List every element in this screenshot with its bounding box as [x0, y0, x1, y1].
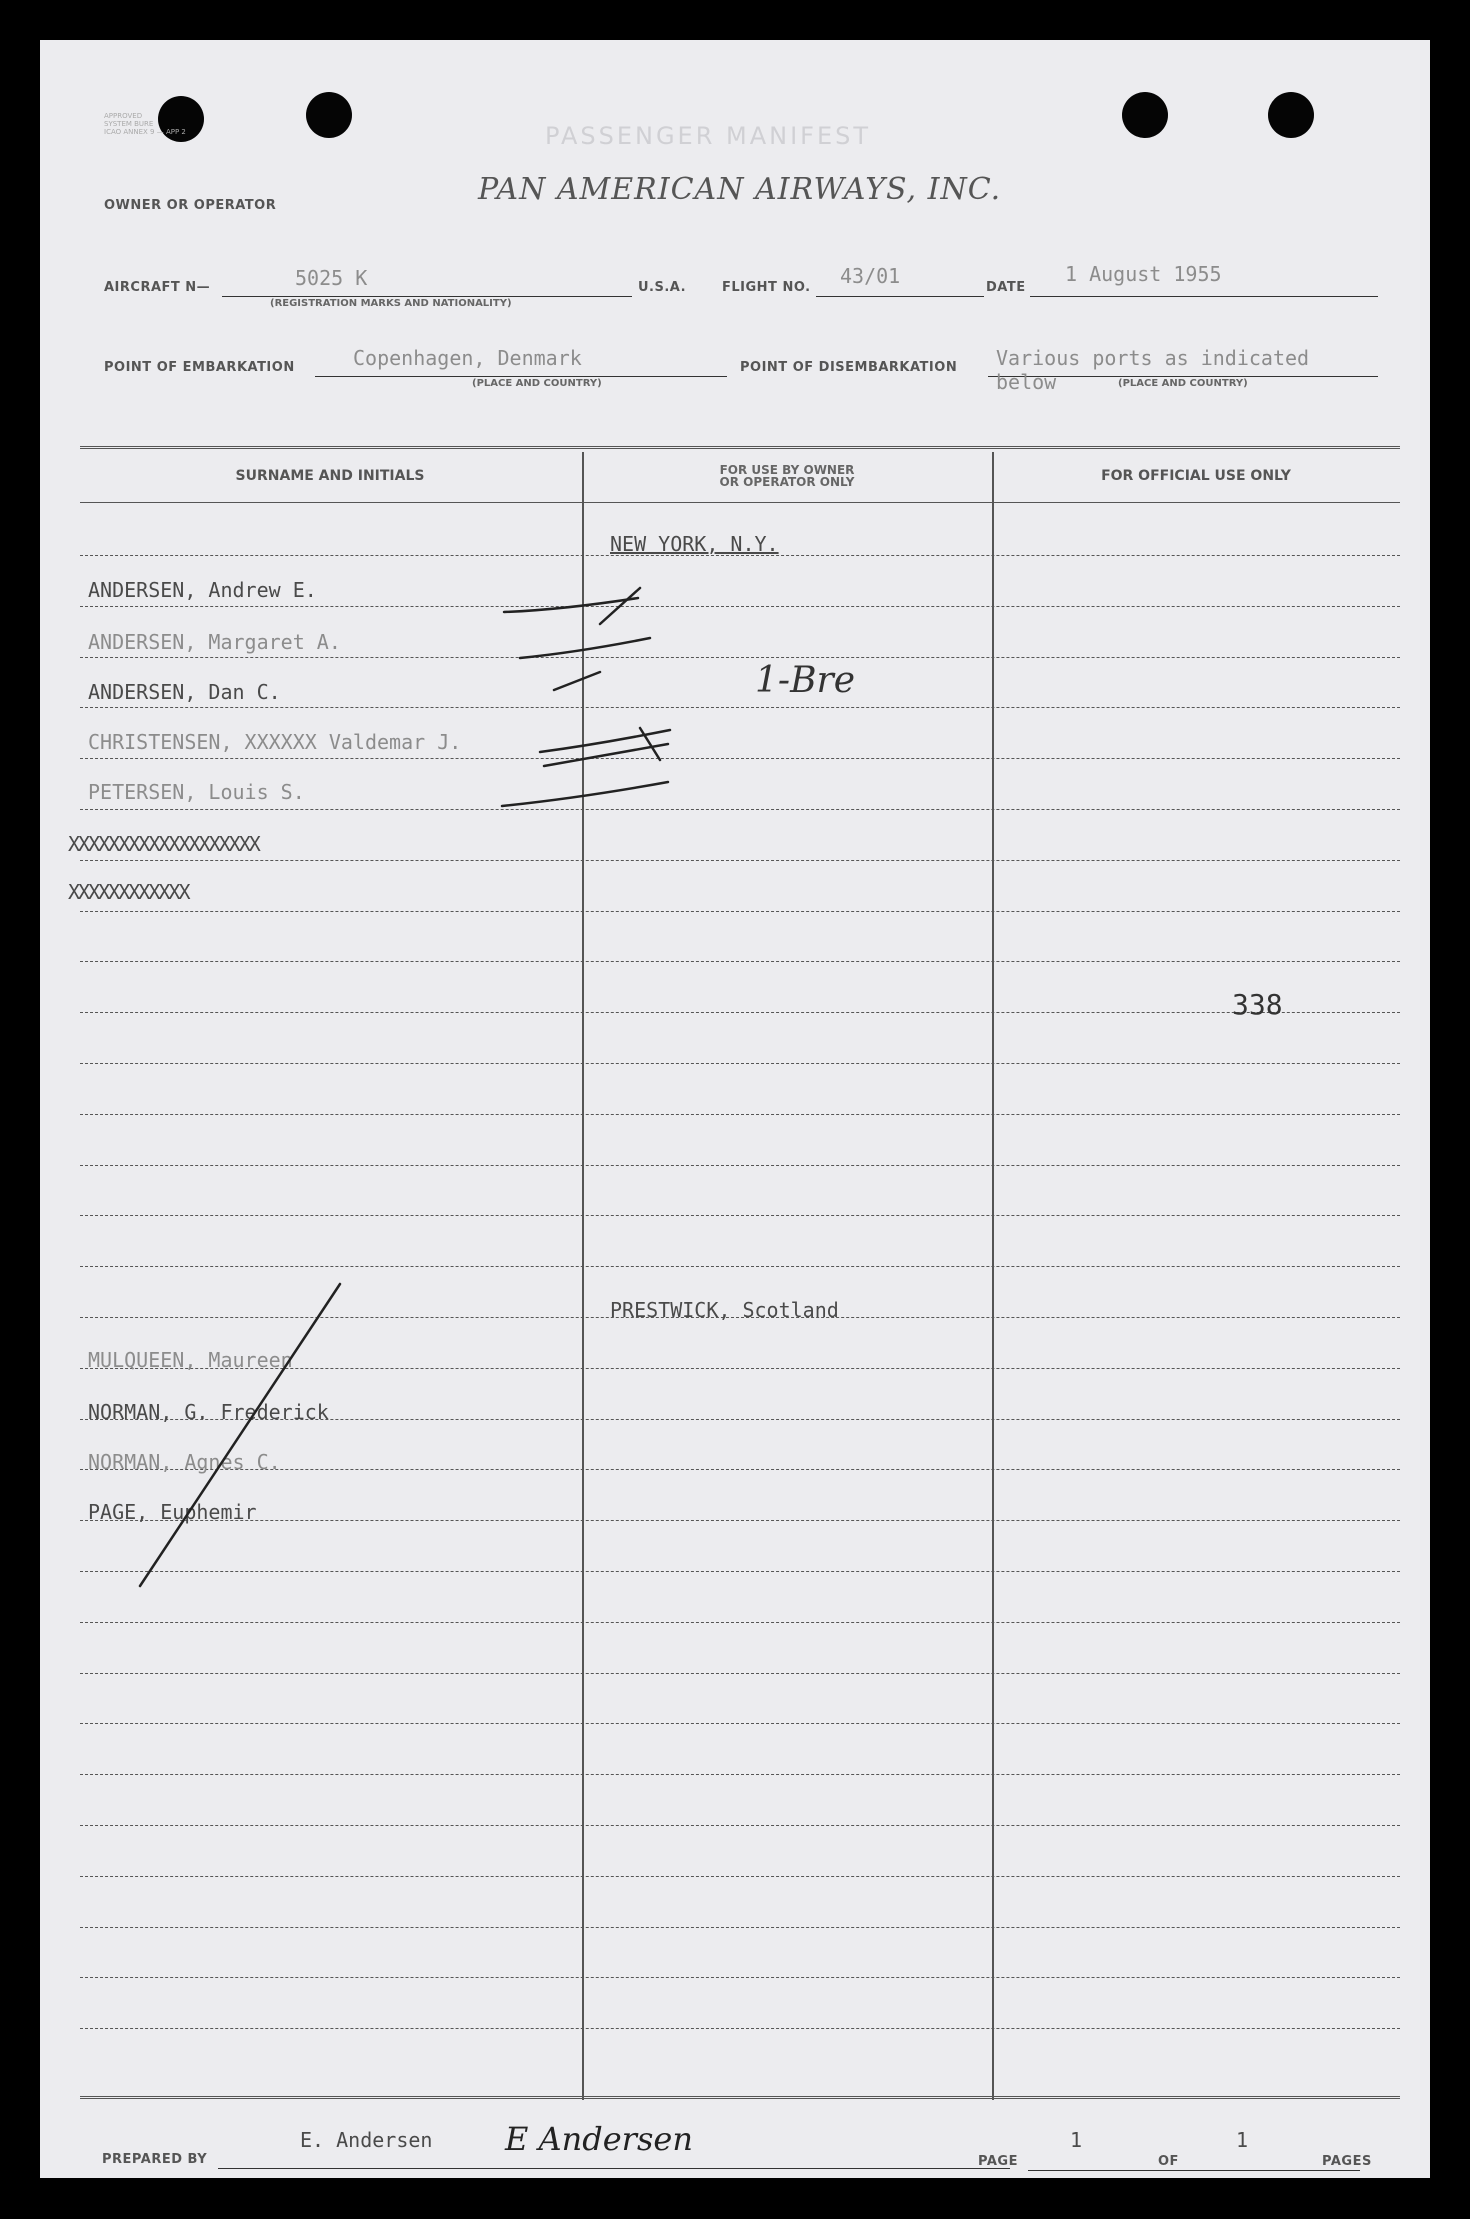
owner-label: OWNER OR OPERATOR — [104, 198, 277, 213]
aircraft-sublabel: (REGISTRATION MARKS AND NATIONALITY) — [270, 298, 512, 309]
passenger-row: PAGE, Euphemir — [88, 1500, 257, 1524]
row-rule — [80, 1012, 1400, 1013]
row-rule — [80, 1977, 1400, 1978]
passenger-row: ANDERSEN, Margaret A. — [88, 630, 341, 654]
punch-hole — [1268, 92, 1314, 138]
prepared-by-label: PREPARED BY — [102, 2152, 208, 2167]
date-value: 1 August 1955 — [1065, 262, 1222, 286]
flight-no-label: FLIGHT NO. — [722, 280, 811, 295]
embarkation-value: Copenhagen, Denmark — [353, 346, 582, 370]
col-owner-use-header-2: OR OPERATOR ONLY — [719, 475, 855, 489]
row-rule — [80, 1723, 1400, 1724]
row-rule — [80, 1215, 1400, 1216]
page-label: PAGE — [978, 2154, 1018, 2169]
pages-label: PAGES — [1322, 2154, 1372, 2169]
row-rule — [80, 1774, 1400, 1775]
destination-new-york: NEW YORK, N.Y. — [610, 532, 779, 556]
passenger-row: MULQUEEN, Maureen — [88, 1348, 293, 1372]
passenger-row: ANDERSEN, Dan C. — [88, 680, 281, 704]
aircraft-label: AIRCRAFT N— — [104, 280, 211, 295]
row-rule — [80, 758, 1400, 759]
flight-no-value: 43/01 — [840, 264, 901, 288]
row-rule — [80, 809, 1400, 810]
row-rule — [80, 860, 1400, 861]
row-rule — [80, 1063, 1400, 1064]
aircraft-value: 5025 K — [295, 266, 368, 290]
disembarkation-value-below: below — [996, 370, 1057, 394]
row-rule — [80, 1520, 1400, 1521]
manifest-sheet — [40, 40, 1430, 2178]
col-owner-use-header: FOR USE BY OWNER — [719, 463, 855, 477]
passenger-row: NORMAN, Agnes C. — [88, 1450, 281, 1474]
disembarkation-sublabel: (PLACE AND COUNTRY) — [1118, 378, 1248, 389]
prepared-by-value: E. Andersen — [300, 2128, 433, 2152]
handwritten-note: 1-Bre — [755, 660, 856, 701]
approval-note: APPROVED SYSTEM BURE ICAO ANNEX 9 — APP 2 — [104, 112, 186, 136]
punch-hole — [306, 92, 352, 138]
row-rule — [80, 2028, 1400, 2029]
row-rule — [80, 606, 1400, 607]
struck-out-row: XXXXXXXXXXXXXXXXXXX — [68, 832, 259, 856]
company-name: PAN AMERICAN AIRWAYS, INC. — [478, 172, 1002, 207]
row-rule — [80, 1825, 1400, 1826]
signature: E Andersen — [505, 2120, 693, 2158]
row-rule — [80, 1622, 1400, 1623]
disembarkation-value: Various ports as indicated — [996, 346, 1310, 370]
usa-label: U.S.A. — [638, 280, 687, 295]
passenger-row: ANDERSEN, Andrew E. — [88, 578, 317, 602]
row-rule — [80, 1571, 1400, 1572]
passenger-row: CHRISTENSEN, XXXXXX Valdemar J. — [88, 730, 462, 754]
row-rule — [80, 707, 1400, 708]
form-title: PASSENGER MANIFEST — [545, 122, 872, 150]
row-rule — [80, 1673, 1400, 1674]
row-rule — [80, 961, 1400, 962]
col-surname-header: SURNAME AND INITIALS — [235, 468, 425, 484]
row-rule — [80, 1876, 1400, 1877]
embarkation-sublabel: (PLACE AND COUNTRY) — [472, 378, 602, 389]
pages-value: 1 — [1236, 2128, 1249, 2152]
of-label: OF — [1158, 2154, 1179, 2169]
col-official-header: FOR OFFICIAL USE ONLY — [1101, 468, 1291, 484]
page-value: 1 — [1070, 2128, 1083, 2152]
destination-prestwick: PRESTWICK, Scotland — [610, 1298, 839, 1322]
date-label: DATE — [986, 280, 1026, 295]
row-rule — [80, 657, 1400, 658]
passenger-row: PETERSEN, Louis S. — [88, 780, 305, 804]
embarkation-label: POINT OF EMBARKATION — [104, 360, 295, 375]
passenger-row: NORMAN, G. Frederick — [88, 1400, 329, 1424]
row-rule — [80, 1266, 1400, 1267]
row-rule — [80, 1927, 1400, 1928]
row-rule — [80, 1114, 1400, 1115]
official-number: 338 — [1232, 988, 1283, 1021]
struck-out-row: XXXXXXXXXXXX — [68, 880, 189, 904]
row-rule — [80, 1165, 1400, 1166]
row-rule — [80, 911, 1400, 912]
punch-hole — [1122, 92, 1168, 138]
disembarkation-label: POINT OF DISEMBARKATION — [740, 360, 958, 375]
